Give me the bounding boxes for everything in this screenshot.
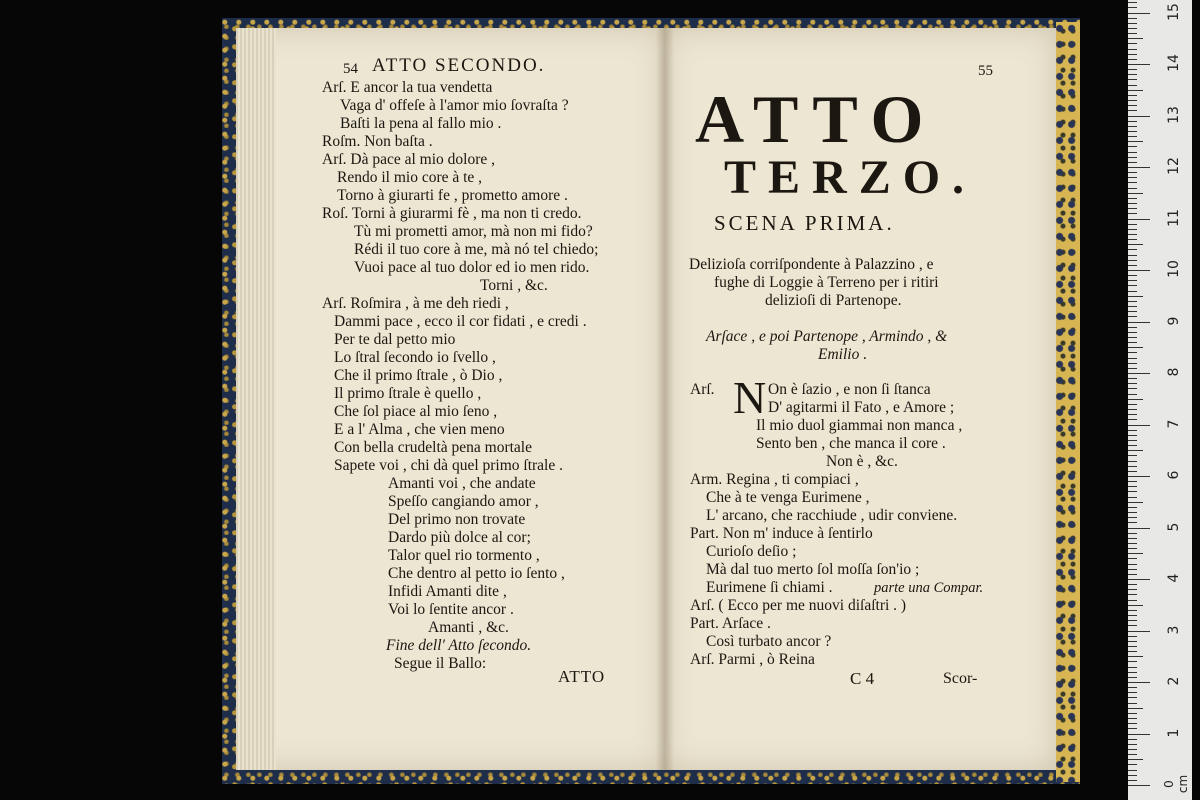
text-line: Dammi pace , ecco il cor fidati , e credi . <box>334 313 587 330</box>
ruler-number: 14 <box>1166 54 1182 72</box>
ruler-tick <box>1128 311 1137 312</box>
setting-line: Delizioſa corriſpondente à Palazzino , e <box>689 256 934 273</box>
ruler-tick <box>1128 188 1137 189</box>
ruler-tick <box>1128 497 1137 498</box>
left-page-number: 54 <box>343 61 358 77</box>
measurement-ruler <box>1128 0 1192 800</box>
ruler-tick <box>1128 687 1137 688</box>
text-line: Part. Non m' induce à ſentirlo <box>690 525 873 542</box>
ruler-tick <box>1128 105 1137 106</box>
text-line: Sapete voi , chi dà quel primo ſtrale . <box>334 457 563 474</box>
ruler-number: 13 <box>1166 105 1182 124</box>
ruler-tick <box>1128 605 1143 606</box>
text-line: Del primo non trovate <box>388 511 526 528</box>
ruler-tick <box>1128 280 1137 281</box>
ruler-number: 4 <box>1166 573 1182 583</box>
ruler-tick <box>1128 383 1137 384</box>
ruler-tick <box>1128 69 1137 70</box>
ruler-tick <box>1128 224 1137 225</box>
text-line: Vuoi pace al tuo dolor ed io men rido. <box>354 259 590 276</box>
characters-line: Arſace , e poi Partenope , Armindo , & <box>706 328 948 345</box>
ruler-tick <box>1128 162 1137 163</box>
ruler-number: 11 <box>1166 208 1182 227</box>
ruler-tick <box>1128 152 1137 153</box>
ruler-tick <box>1128 558 1137 559</box>
ruler-tick <box>1128 455 1137 456</box>
ruler-tick <box>1128 260 1137 261</box>
ruler-tick <box>1128 770 1137 771</box>
ruler-tick <box>1128 394 1137 395</box>
ruler-tick <box>1128 116 1150 117</box>
text-line: Che ſol piace al mio ſeno , <box>334 403 498 420</box>
ruler-tick <box>1128 64 1150 65</box>
text-line: Lo ſtral ſecondo io ſvello , <box>334 349 496 366</box>
ruler-tick <box>1128 672 1137 673</box>
ruler-tick <box>1128 589 1137 590</box>
ruler-tick <box>1128 507 1137 508</box>
ruler-tick <box>1128 610 1137 611</box>
ruler-tick <box>1128 373 1150 374</box>
ruler-tick <box>1128 244 1143 245</box>
text-line: Arſ. Dà pace al mio dolore , <box>322 151 496 168</box>
ruler-tick <box>1128 749 1137 750</box>
ruler-tick <box>1128 435 1137 436</box>
ruler-tick <box>1128 517 1137 518</box>
ruler-tick <box>1128 579 1150 580</box>
ruler-tick <box>1128 404 1137 405</box>
ruler-tick <box>1128 100 1137 101</box>
ruler-tick <box>1128 352 1137 353</box>
ruler-number: 2 <box>1166 676 1182 686</box>
text-line: Arſ. Parmi , ò Reina <box>690 651 815 668</box>
ruler-tick <box>1128 110 1137 111</box>
ruler-tick <box>1128 450 1143 451</box>
ruler-tick <box>1128 198 1137 199</box>
ruler-tick <box>1128 285 1137 286</box>
ruler-tick <box>1128 667 1137 668</box>
ruler-tick <box>1128 594 1137 595</box>
right-catchword: Scor- <box>943 670 978 687</box>
text-line: Per te dal petto mio <box>334 331 456 348</box>
ruler-tick <box>1128 471 1137 472</box>
ruler-tick <box>1128 522 1137 523</box>
ruler-tick <box>1128 368 1137 369</box>
text-line: Baſti la pena al fallo mio . <box>340 115 502 132</box>
text-line: Sento ben , che manca il core . <box>756 435 946 452</box>
ruler-tick <box>1128 528 1150 529</box>
text-line: Roſm. Non baſta . <box>322 133 433 150</box>
ruler-tick <box>1128 759 1143 760</box>
ruler-tick <box>1128 131 1137 132</box>
ruler-tick <box>1128 600 1137 601</box>
text-line: Talor quel rio tormento , <box>388 547 540 564</box>
ruler-tick <box>1128 167 1150 168</box>
book-edge-decorated <box>1056 22 1080 782</box>
ruler-tick <box>1128 739 1137 740</box>
ruler-tick <box>1128 641 1137 642</box>
ruler-tick <box>1128 275 1137 276</box>
ruler-tick <box>1128 306 1137 307</box>
ruler-tick <box>1128 548 1137 549</box>
ruler-number: 6 <box>1166 470 1182 480</box>
text-line: Dardo più dolce al cor; <box>388 529 531 546</box>
ruler-tick <box>1128 213 1137 214</box>
text-line: Mà dal tuo merto ſol moſſa ſon'io ; <box>706 561 920 578</box>
setting-line: delizioſi di Partenope. <box>765 292 902 309</box>
ruler-tick <box>1128 661 1137 662</box>
text-line: L' arcano, che racchiude , udir conviene. <box>706 507 958 524</box>
ruler-tick <box>1128 512 1137 513</box>
ruler-tick <box>1128 54 1137 55</box>
ruler-tick <box>1128 74 1137 75</box>
ruler-tick <box>1128 703 1137 704</box>
ruler-tick <box>1128 239 1137 240</box>
ruler-tick <box>1128 723 1137 724</box>
ruler-tick <box>1128 234 1137 235</box>
act-title-word: ATTO <box>695 81 938 157</box>
text-line: Non è , &c. <box>826 453 898 470</box>
ruler-tick <box>1128 33 1137 34</box>
book-gutter <box>656 28 674 770</box>
scene-heading: SCENA PRIMA. <box>714 211 895 235</box>
ruler-number: 7 <box>1166 419 1182 428</box>
ruler-tick <box>1128 265 1137 266</box>
text-line: Che il primo ſtrale , ò Dio , <box>334 367 503 384</box>
ruler-number: 10 <box>1166 260 1182 278</box>
ruler-tick <box>1128 728 1137 729</box>
text-line: Voi lo ſentite ancor . <box>388 601 514 618</box>
ruler-tick <box>1128 636 1137 637</box>
ruler-tick <box>1128 388 1137 389</box>
ruler-tick <box>1128 414 1137 415</box>
ruler-number: 3 <box>1166 625 1182 634</box>
ruler-tick <box>1128 445 1137 446</box>
text-line: Arſ. Roſmira , à me deh riedi , <box>322 295 509 312</box>
ruler-tick <box>1128 337 1137 338</box>
ruler-tick <box>1128 38 1143 39</box>
ruler-tick <box>1128 677 1137 678</box>
ruler-tick <box>1128 631 1150 632</box>
ruler-tick <box>1128 342 1137 343</box>
ruler-tick <box>1128 18 1137 19</box>
ruler-tick <box>1128 692 1137 693</box>
ruler-tick <box>1128 327 1137 328</box>
text-line: Eurimene ſi chiami . <box>706 579 833 596</box>
text-line: Rédi il tuo core à me, mà nó tel chiedo; <box>354 241 599 258</box>
act-end-line: Fine dell' Atto ſecondo. <box>386 637 532 654</box>
ruler-tick <box>1128 533 1137 534</box>
text-line: Arſ. ( Ecco per me nuovi diſaſtri . ) <box>690 597 907 614</box>
ruler-tick <box>1128 270 1150 271</box>
ruler-tick <box>1128 13 1150 14</box>
ruler-tick <box>1128 79 1137 80</box>
ruler-tick <box>1128 553 1143 554</box>
ruler-number: 5 <box>1166 522 1182 531</box>
ruler-tick <box>1128 146 1137 147</box>
ruler-tick <box>1128 461 1137 462</box>
ruler-tick <box>1128 476 1150 477</box>
text-line: Segue il Ballo: <box>394 655 487 672</box>
text-line: Speſſo cangiando amor , <box>388 493 539 510</box>
ruler-tick <box>1128 172 1137 173</box>
left-running-head: ATTO SECONDO. <box>372 55 546 76</box>
ruler-tick <box>1128 713 1137 714</box>
stage-direction: parte una Compar. <box>874 580 984 596</box>
ruler-tick <box>1128 249 1137 250</box>
ruler-tick <box>1128 574 1137 575</box>
ruler-tick <box>1128 291 1137 292</box>
ruler-tick <box>1128 780 1137 781</box>
act-number-word: TERZO. <box>724 151 977 204</box>
page-stack-edges <box>236 28 276 770</box>
characters-line: Emilio . <box>818 346 868 363</box>
ruler-tick <box>1128 49 1137 50</box>
ruler-tick <box>1128 208 1137 209</box>
ruler-number: 9 <box>1166 316 1182 325</box>
ruler-tick <box>1128 425 1150 426</box>
ruler-tick <box>1128 538 1137 539</box>
ruler-number: 15 <box>1166 2 1182 21</box>
text-line: D' agitarmi il Fato , e Amore ; <box>768 399 955 416</box>
ruler-tick <box>1128 625 1137 626</box>
ruler-tick <box>1128 430 1137 431</box>
left-catchword: ATTO <box>558 667 606 686</box>
ruler-unit-label: 0 cm <box>1162 774 1190 794</box>
ruler-tick <box>1128 322 1150 323</box>
ruler-tick <box>1128 141 1143 142</box>
ruler-tick <box>1128 615 1137 616</box>
ruler-tick <box>1128 332 1137 333</box>
ruler-tick <box>1128 419 1137 420</box>
ruler-tick <box>1128 378 1137 379</box>
ruler-tick <box>1128 358 1137 359</box>
ruler-tick <box>1128 193 1143 194</box>
ruler-tick <box>1128 2 1137 3</box>
ruler-tick <box>1128 296 1143 297</box>
ruler-tick <box>1128 564 1137 565</box>
ruler-tick <box>1128 43 1137 44</box>
ruler-number: 1 <box>1166 728 1182 737</box>
drop-cap: N <box>733 372 767 423</box>
right-page-number: 55 <box>978 63 993 79</box>
text-line: Vaga d' offeſe à l'amor mio ſovraſta ? <box>340 97 569 114</box>
ruler-tick <box>1128 734 1150 735</box>
ruler-tick <box>1128 775 1137 776</box>
ruler-tick <box>1128 59 1137 60</box>
signature-mark: C 4 <box>850 669 875 688</box>
ruler-tick <box>1128 121 1137 122</box>
ruler-tick <box>1128 23 1137 24</box>
text-line: Torno à giurarti fe , prometto amore . <box>337 187 568 204</box>
ruler-tick <box>1128 229 1137 230</box>
ruler-tick <box>1128 584 1137 585</box>
ruler-tick <box>1128 409 1137 410</box>
setting-line: fughe di Loggie à Terreno per i ritiri <box>714 274 939 291</box>
text-line: Part. Arſace . <box>690 615 771 632</box>
text-line: Il primo ſtrale è quello , <box>334 385 482 402</box>
ruler-tick <box>1128 85 1137 86</box>
text-line: Che à te venga Eurimene , <box>706 489 870 506</box>
text-line: Arm. Regina , ti compiaci , <box>690 471 859 488</box>
ruler-tick <box>1128 620 1137 621</box>
text-line: Rendo il mio core à te , <box>337 169 483 186</box>
ruler-tick <box>1128 399 1143 400</box>
text-line: E a l' Alma , che vien meno <box>334 421 505 438</box>
ruler-tick <box>1128 697 1137 698</box>
text-line: Così turbato ancor ? <box>706 633 832 650</box>
ruler-tick <box>1128 182 1137 183</box>
ruler-tick <box>1128 569 1137 570</box>
ruler-tick <box>1128 651 1137 652</box>
ruler-tick <box>1128 682 1150 683</box>
ruler-tick <box>1128 718 1137 719</box>
ruler-tick <box>1128 301 1137 302</box>
ruler-tick <box>1128 7 1137 8</box>
text-line: Tù mi prometti amor, mà non mi fido? <box>354 223 593 240</box>
ruler-tick <box>1128 136 1137 137</box>
ruler-tick <box>1128 157 1137 158</box>
text-line: Che dentro al petto io ſento , <box>388 565 565 582</box>
text-line: Amanti voi , che andate <box>388 475 536 492</box>
ruler-tick <box>1128 491 1137 492</box>
ruler-tick <box>1128 255 1137 256</box>
ruler-tick <box>1128 126 1137 127</box>
text-line: On è ſazio , e non ſi ſtanca <box>768 381 931 398</box>
ruler-tick <box>1128 316 1137 317</box>
ruler-tick <box>1128 502 1143 503</box>
ruler-tick <box>1128 744 1137 745</box>
ruler-tick <box>1128 481 1137 482</box>
text-line: Infidi Amanti dite , <box>388 583 507 600</box>
text-line: Arſ. E ancor la tua vendetta <box>322 79 493 96</box>
text-line: Con bella crudeltà pena mortale <box>334 439 532 456</box>
ruler-tick <box>1128 764 1137 765</box>
ruler-tick <box>1128 90 1143 91</box>
text-line: Il mio duol giammai non manca , <box>756 417 963 434</box>
ruler-tick <box>1128 28 1137 29</box>
ruler-tick <box>1128 347 1143 348</box>
ruler-tick <box>1128 785 1150 786</box>
ruler-tick <box>1128 95 1137 96</box>
ruler-tick <box>1128 754 1137 755</box>
ruler-tick <box>1128 466 1137 467</box>
ruler-tick <box>1128 656 1143 657</box>
ruler-tick <box>1128 177 1137 178</box>
ruler-tick <box>1128 219 1150 220</box>
text-line: Amanti , &c. <box>428 619 509 636</box>
ruler-tick <box>1128 646 1137 647</box>
ruler-tick <box>1128 203 1137 204</box>
ruler-tick <box>1128 708 1143 709</box>
text-line: Roſ. Torni à giurarmi fè , ma non ti credo. <box>322 205 582 222</box>
text-line: Curioſo deſio ; <box>706 543 797 560</box>
ruler-tick <box>1128 363 1137 364</box>
ruler-number: 12 <box>1166 157 1182 175</box>
ruler-number: 8 <box>1166 367 1182 377</box>
ruler-tick <box>1128 543 1137 544</box>
text-line: Torni , &c. <box>480 277 548 294</box>
speaker-label: Arſ. <box>690 381 715 398</box>
ruler-tick <box>1128 440 1137 441</box>
ruler-tick <box>1128 486 1137 487</box>
